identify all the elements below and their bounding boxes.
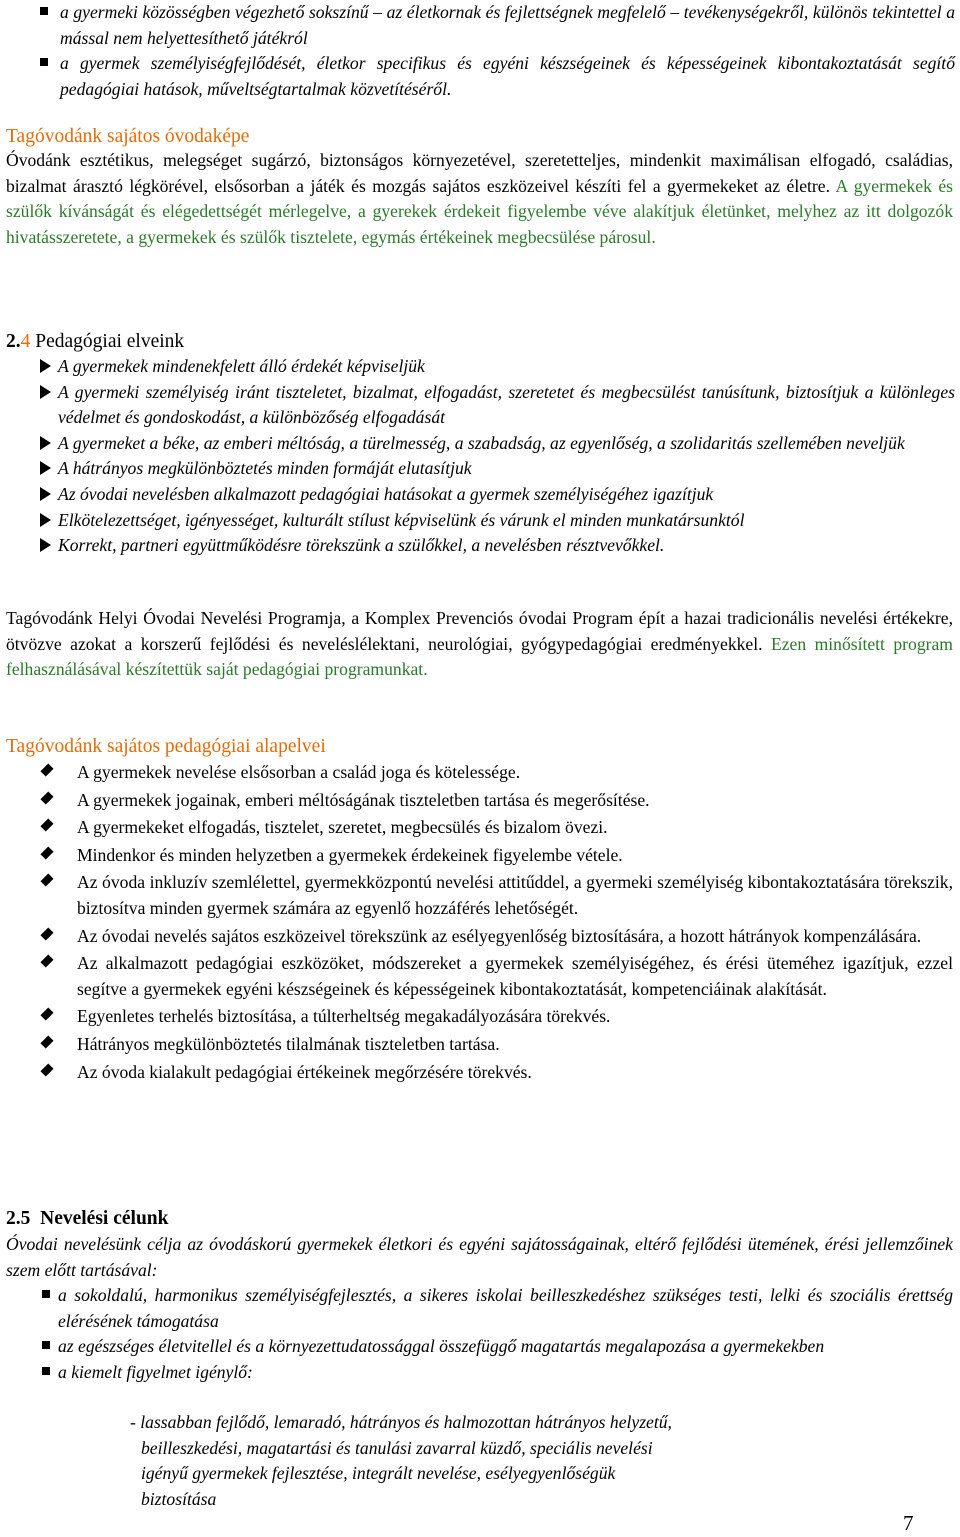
list-item: Az óvodai nevelés sajátos eszközeivel törekszünk az esélyegyenlőség biztosítására, a hozott hátrányok kompenzálására. <box>0 924 953 950</box>
list-item: A gyermekeket elfogadás, tisztelet, szeretet, megbecsülés és bizalom övezi. <box>0 815 953 841</box>
sub-line: igényű gyermekek fejlesztése, integrált nevelése, esélyegyenlőségük <box>141 1463 616 1484</box>
alapelvek-list <box>0 760 953 1085</box>
list-item: a sokoldalú, harmonikus személyiségfejlesztés, a sikeres iskolai beilleszkedéshez szükséges testi, lelki és szociális érettség elérésének támogatása <box>0 1283 953 1334</box>
list-item: A hátrányos megkülönböztetés minden formáját elutasítjuk <box>0 456 955 482</box>
program-paragraph: Tagóvodánk Helyi Óvodai Nevelési Programja, a Komplex Prevenciós óvodai Program épít a hazai tradicionális nevelési értékekre, ötvözve azokat a korszerű fejlődési és neveléslélektani, neurológiai, gyógypedagógiai eredményekkel. Ezen minősített program felhasználásával készítettük saját pedagógiai programunkat. <box>6 608 953 680</box>
square-bullet-icon <box>40 58 48 66</box>
diamond-bullet-icon <box>40 1063 53 1076</box>
arrow-bullet-icon <box>40 385 51 399</box>
sub-line: - lassabban fejlődő, lemaradó, hátrányos és halmozottan hátrányos helyzetű, <box>130 1412 672 1432</box>
arrow-bullet-icon <box>40 538 51 552</box>
sub-list <box>130 1410 830 1512</box>
diamond-bullet-icon <box>40 791 53 804</box>
list-item: A gyermekek nevelése elsősorban a család joga és kötelessége. <box>0 760 953 786</box>
list-item: az egészséges életvitellel és a környezettudatossággal összefüggő magatartás megalapozása a gyermekekben <box>0 1334 953 1360</box>
square-bullet-icon <box>40 7 48 15</box>
arrow-bullet-icon <box>40 487 51 501</box>
list-item: a gyermek személyiségfejlődését, életkor specifikus és egyéni készségeinek és képességeinek kibontakoztatását segítő pedagógiai hatások, műveltségtartalmak közvetítéséről. <box>0 51 955 102</box>
list-item: Az óvoda inkluzív szemlélettel, gyermekközpontú nevelési attitűddel, a gyermeki személyiség kibontakoztatására törekszik, biztosítva minden gyermek számára az egyenlő hozzáférés lehetőségét. <box>0 870 953 921</box>
arrow-bullet-icon <box>40 359 51 373</box>
nevelesi-cel-intro: Óvodai nevelésünk célja az óvodáskorú gyermekek életkori és egyéni sajátosságainak, eltérő fejlődési ütemének, érési jellemzőinek szem előtt tartásával: <box>6 1234 953 1280</box>
list-item: Az óvodai nevelésben alkalmazott pedagógiai hatásokat a gyermek személyiségéhez igazítjuk <box>0 482 955 508</box>
arrow-bullet-icon <box>40 461 51 475</box>
ovodakep-paragraph: Óvodánk esztétikus, melegséget sugárzó, biztonságos környezetével, szeretetteljes, mindenkit maximálisan elfogadó, családias, bizalmat árasztó légkörével, elsősorban a játék és mozgás sajátos eszközeivel készíti fel a gyermekeket az életre. A gyermekek és szülők kívánságát és elégedettségét mérlegelve, a gyerekek érdekeit figyelembe véve alakítjuk életünket, melyhez az itt dolgozók hivatásszeretete, a gyermekek és szülők tisztelete, egymás értékeinek megbecsülése párosul. <box>6 150 954 247</box>
list-item: Elkötelezettséget, igényességet, kulturált stílust képviselünk és várunk el minden munkatársunktól <box>0 508 955 534</box>
list-item: Hátrányos megkülönböztetés tilalmának tiszteletben tartása. <box>0 1032 953 1058</box>
list-item: A gyermekek mindenekfelett álló érdekét képviseljük <box>0 354 955 380</box>
section-heading-alapelvei: Tagóvodánk sajátos pedagógiai alapelvei <box>6 736 326 757</box>
list-item: a gyermeki közösségben végezhető sokszínű – az életkornak és fejlettségnek megfelelő – tevékenységekről, különös tekintettel a mással nem helyettesíthető játékról <box>0 0 955 51</box>
diamond-bullet-icon <box>40 763 53 776</box>
top-bullet-list <box>0 0 955 102</box>
sub-line: biztosítása <box>141 1488 217 1509</box>
list-item: Az óvoda kialakult pedagógiai értékeinek megőrzésére törekvés. <box>0 1060 953 1086</box>
arrow-bullet-icon <box>40 436 51 450</box>
diamond-bullet-icon <box>40 1008 53 1021</box>
list-item: Mindenkor és minden helyzetben a gyermekek érdekeinek figyelembe vétele. <box>0 843 953 869</box>
list-item: Az alkalmazott pedagógiai eszközöket, módszereket a gyermekek személyiségéhez, és érési üteméhez igazítjuk, ezzel segítve a gyermekek egyéni készségeinek és képességeinek kibontakoztatását, kompetenciáinak alakítását. <box>0 951 953 1002</box>
list-item: A gyermeki személyiség iránt tiszteletet, bizalmat, elfogadást, szeretetet és megbecsülést tanúsítunk, biztosítjuk a különleges védelmet és gondoskodást, a különbözőség elfogadását <box>0 380 955 431</box>
square-bullet-icon <box>42 1341 50 1349</box>
page-number: 7 <box>903 1511 914 1535</box>
nevelesi-cel-list <box>0 1283 953 1385</box>
arrow-bullet-icon <box>40 513 51 527</box>
list-item: a kiemelt figyelmet igénylő: <box>0 1360 953 1386</box>
sub-line: beilleszkedési, magatartási és tanulási zavarral küzdő, speciális nevelési <box>141 1437 653 1458</box>
list-item: Egyenletes terhelés biztosítása, a túlterheltség megakadályozására törekvés. <box>0 1004 953 1030</box>
list-item: Korrekt, partneri együttműködésre törekszünk a szülőkkel, a nevelésben résztvevőkkel. <box>0 533 955 559</box>
section-heading-ovodakep: Tagóvodánk sajátos óvodaképe <box>6 126 250 147</box>
diamond-bullet-icon <box>40 819 53 832</box>
list-item: A gyermekek jogainak, emberi méltóságának tiszteletben tartása és megerősítése. <box>0 788 953 814</box>
diamond-bullet-icon <box>40 846 53 859</box>
section-title-2-4: 2.4 Pedagógiai elveink <box>6 331 185 352</box>
pedagogiai-elvek-list <box>0 354 955 559</box>
list-item: A gyermeket a béke, az emberi méltóság, a türelmesség, a szabadság, az egyenlőség, a szolidaritás szellemében neveljük <box>0 431 955 457</box>
diamond-bullet-icon <box>40 955 53 968</box>
diamond-bullet-icon <box>40 874 53 887</box>
square-bullet-icon <box>42 1367 50 1375</box>
section-title-2-5: 2.5 Nevelési célunk <box>6 1208 169 1229</box>
diamond-bullet-icon <box>40 927 53 940</box>
square-bullet-icon <box>42 1290 50 1298</box>
diamond-bullet-icon <box>40 1035 53 1048</box>
